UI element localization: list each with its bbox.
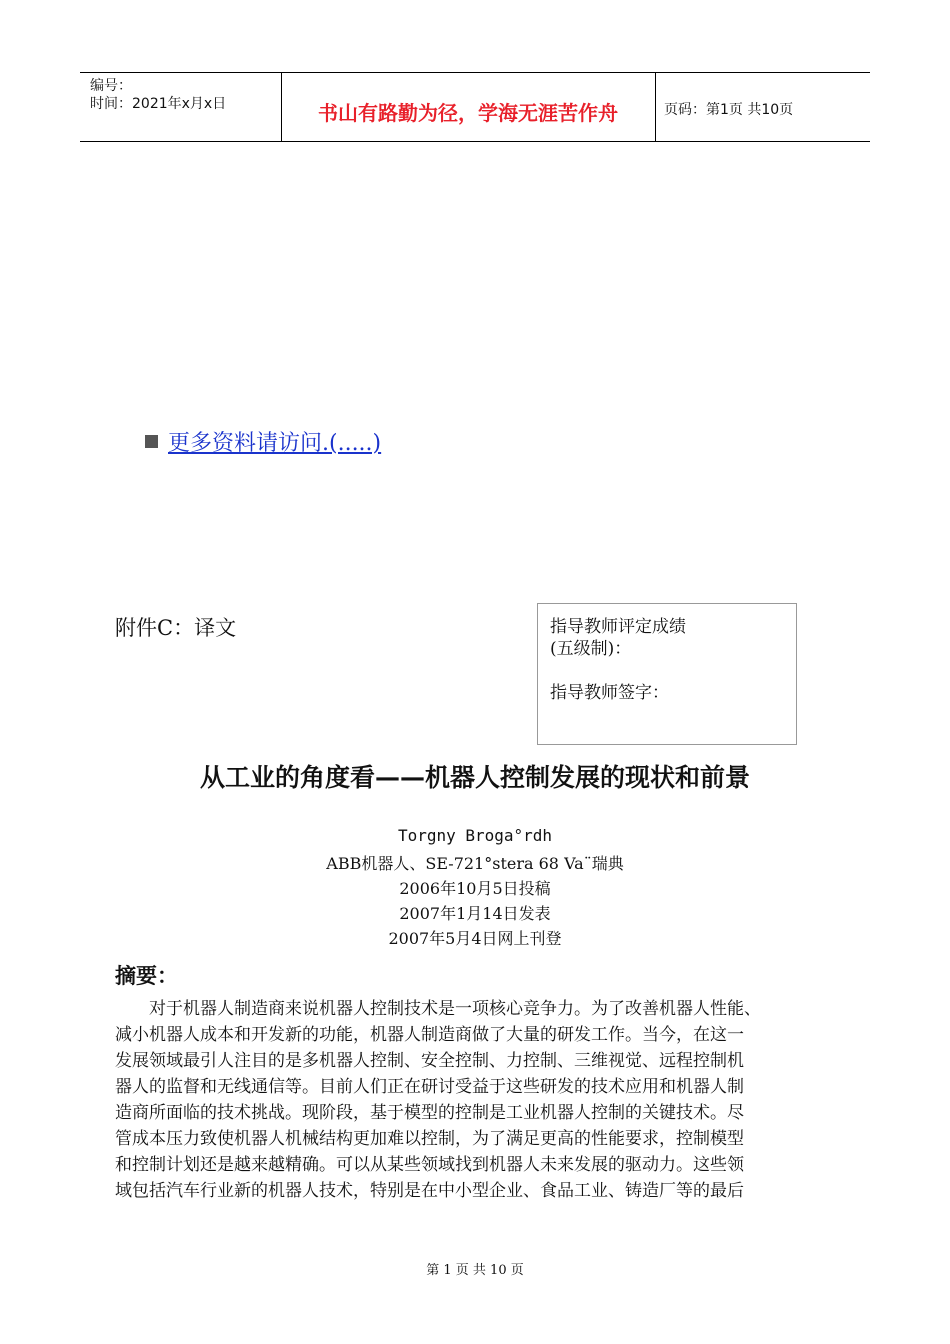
grade-box bbox=[537, 603, 797, 745]
abstract-line: 造商所面临的技术挑战。现阶段，基于模型的控制是工业机器人控制的关键技术。尽 bbox=[115, 1103, 744, 1123]
abstract-line: 域包括汽车行业新的机器人技术，特别是在中小型企业、食品工业、铸造厂等的最后 bbox=[115, 1181, 744, 1201]
page-header bbox=[80, 72, 870, 142]
header-motto-cell bbox=[281, 73, 656, 141]
abstract-line: 对于机器人制造商来说机器人控制技术是一项核心竞争力。为了改善机器人性能、 bbox=[149, 999, 761, 1019]
abstract-line: 器人的监督和无线通信等。目前人们正在研讨受益于这些研发的技术应用和机器人制 bbox=[115, 1077, 744, 1097]
online-date: 2007年5月4日网上刊登 bbox=[388, 929, 562, 948]
abstract-line: 管成本压力致使机器人机械结构更加难以控制，为了满足更高的性能要求，控制模型 bbox=[115, 1129, 744, 1149]
author-affiliation: ABB机器人、SE-721°stera 68 Va¨瑞典 bbox=[326, 854, 624, 873]
more-resources-link[interactable]: 更多资料请访问.(.....) bbox=[168, 431, 382, 456]
abstract-line: 发展领域最引人注目的是多机器人控制、安全控制、力控制、三维视觉、远程控制机 bbox=[115, 1051, 744, 1071]
grade-label: 指导教师评定成绩 bbox=[550, 617, 686, 637]
header-page-code: 页码：第1页 共10页 bbox=[664, 102, 794, 118]
square-bullet-icon bbox=[145, 435, 158, 448]
header-page-cell bbox=[656, 73, 870, 141]
document-number-label: 编号： bbox=[90, 78, 132, 94]
submitted-date: 2006年10月5日投稿 bbox=[399, 879, 551, 898]
more-resources-item bbox=[145, 426, 381, 457]
header-motto: 书山有路勤为径，学海无涯苦作舟 bbox=[318, 101, 618, 125]
abstract-line: 减小机器人成本和开发新的功能，机器人制造商做了大量的研发工作。当今，在这一 bbox=[115, 1025, 744, 1045]
header-info-cell bbox=[80, 73, 282, 141]
page-footer: 第 1 页 共 10 页 bbox=[426, 1263, 524, 1278]
published-date: 2007年1月14日发表 bbox=[399, 904, 551, 923]
document-date-label: 时间：2021年x月x日 bbox=[90, 96, 227, 112]
teacher-signature-label: 指导教师签字： bbox=[550, 683, 669, 703]
abstract-body bbox=[115, 996, 840, 1204]
author-name: Torgny Broga°rdh bbox=[397, 826, 553, 845]
abstract-line: 和控制计划还是越来越精确。可以从某些领域找到机器人未来发展的驱动力。这些领 bbox=[115, 1155, 744, 1175]
abstract-heading: 摘要： bbox=[115, 964, 178, 988]
attachment-label: 附件C：译文 bbox=[115, 616, 237, 640]
paper-title: 从工业的角度看——机器人控制发展的现状和前景 bbox=[199, 763, 750, 792]
grade-scale-label: (五级制)： bbox=[550, 639, 632, 659]
